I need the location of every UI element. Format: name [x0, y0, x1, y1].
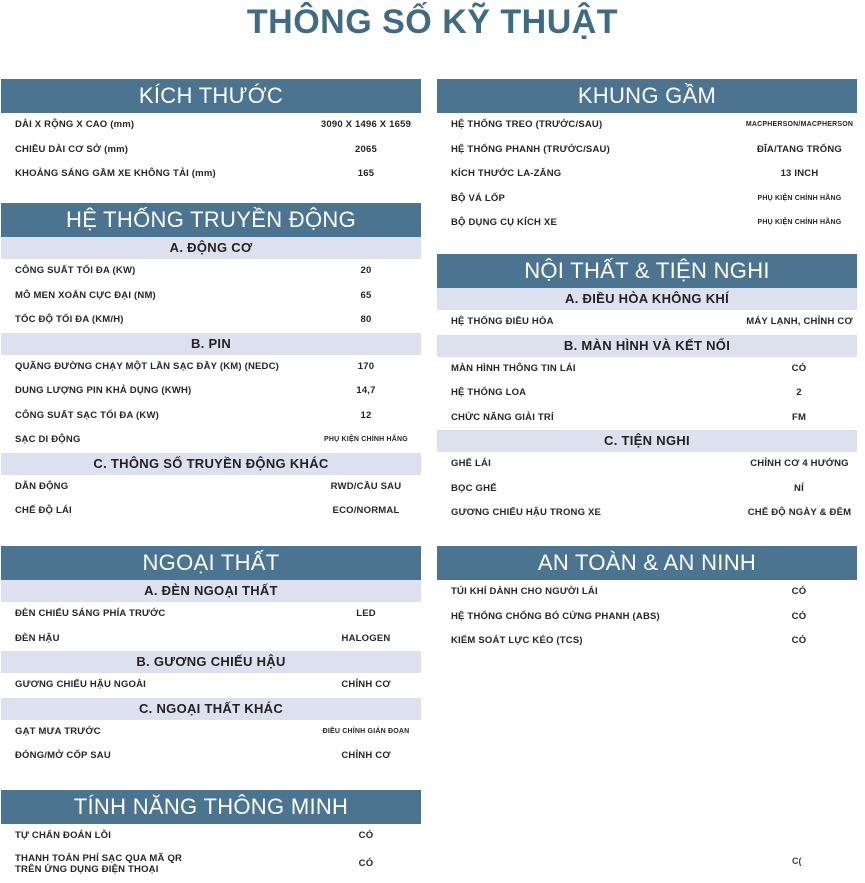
spec-value: PHỤ KIỆN CHÍNH HÃNG: [757, 219, 842, 226]
spec-row: [1, 138, 421, 163]
spec-value: 80: [360, 314, 372, 325]
spec-value: 12: [360, 409, 372, 421]
spec-label: GHẾ LÁI: [451, 458, 491, 469]
section-heading: NỘI THẤT & TIỆN NGHI: [437, 254, 857, 288]
spec-label: HỆ THỐNG CHỐNG BÓ CỨNG PHANH (ABS): [451, 610, 660, 622]
spec-value: CÓ: [358, 857, 374, 869]
spec-value: CÓ: [791, 610, 807, 622]
spec-row: [437, 477, 857, 502]
spec-row: [437, 605, 857, 630]
spec-label: ĐÈN CHIẾU SÁNG PHÍA TRƯỚC: [15, 608, 166, 619]
spec-value: FM: [791, 411, 807, 423]
spec-label: MÔ MEN XOẮN CỰC ĐẠI (NM): [15, 289, 156, 301]
spec-row: [1, 602, 421, 627]
spec-value: 165: [357, 168, 375, 179]
subsection-heading: B. GƯƠNG CHIẾU HẬU: [1, 651, 421, 673]
subsection-heading: C. THÔNG SỐ TRUYỀN ĐỘNG KHÁC: [1, 453, 421, 475]
spec-row: [1, 259, 421, 284]
spec-label: HỆ THỐNG ĐIỀU HÒA: [451, 316, 554, 327]
spec-value: ĐĨA/TANG TRỐNG: [757, 143, 842, 155]
spec-label: TỰ CHẨN ĐOÁN LỖI: [15, 830, 112, 841]
stray-text: C(: [792, 856, 802, 866]
spec-row: [1, 355, 421, 380]
spec-label: BỘ DỤNG CỤ KÍCH XE: [451, 217, 557, 228]
section-kich-thuoc: [1, 79, 421, 187]
spec-value: CHỈNH CƠ: [341, 679, 391, 690]
spec-label: HỆ THỐNG TREO (TRƯỚC/SAU): [451, 119, 603, 130]
spec-value: MÁY LẠNH, CHỈNH CƠ: [746, 316, 853, 327]
spec-row: [437, 162, 857, 187]
spec-label: DÀI X RỘNG X CAO (mm): [15, 119, 135, 130]
spec-row: [1, 404, 421, 429]
spec-value: 65: [360, 289, 372, 301]
spec-label: QUÃNG ĐƯỜNG CHẠY MỘT LẦN SẠC ĐẦY (KM) (NEDC): [15, 360, 280, 372]
spec-value: 3090 X 1496 X 1659: [320, 119, 412, 130]
spec-row: [437, 629, 857, 654]
section-noi-that: [437, 254, 857, 526]
spec-row: [437, 113, 857, 138]
spec-value: ECO/NORMAL: [332, 505, 400, 516]
subsection-heading: B. PIN: [1, 333, 421, 355]
spec-value: LED: [356, 608, 376, 619]
spec-row: [437, 138, 857, 163]
spec-value: PHỤ KIỆN CHÍNH HÃNG: [324, 436, 408, 443]
spec-label-line: THANH TOÁN PHÍ SẠC QUA MÃ QR: [15, 852, 183, 864]
spec-row: [437, 211, 857, 236]
spec-value: RWD/CẦU SAU: [330, 480, 402, 492]
spec-row: [1, 720, 421, 745]
section-heading: KÍCH THƯỚC: [1, 79, 421, 113]
spec-value: 14,7: [356, 385, 376, 396]
spec-value: HALOGEN: [341, 632, 391, 644]
spec-row: [1, 162, 421, 187]
spec-label: ĐÓNG/MỞ CỐP SAU: [15, 750, 111, 761]
spec-value: CHỈNH CƠ 4 HƯỚNG: [750, 458, 849, 469]
spec-label: DUNG LƯỢNG PIN KHẢ DỤNG (KWH): [15, 385, 192, 396]
section-truyen-dong: [1, 203, 421, 524]
spec-row: [1, 379, 421, 404]
section-thong-minh: [1, 790, 421, 879]
spec-row: [1, 475, 421, 500]
spec-value: CÓ: [791, 362, 807, 374]
spec-label: GƯƠNG CHIẾU HẬU TRONG XE: [451, 507, 602, 518]
spec-row: [1, 113, 421, 138]
subsection-heading: A. ĐIỀU HÒA KHÔNG KHÍ: [437, 288, 857, 310]
spec-label: HỆ THỐNG LOA: [451, 387, 527, 398]
spec-row: [1, 499, 421, 524]
spec-row: [1, 824, 421, 849]
spec-label: GƯƠNG CHIẾU HẬU NGOÀI: [15, 679, 147, 690]
spec-label: DẪN ĐỘNG: [15, 480, 69, 492]
spec-row: [437, 501, 857, 526]
spec-label: BỘ VÁ LỐP: [451, 192, 506, 204]
spec-label: CÔNG SUẤT SẠC TỐI ĐA (KW): [15, 409, 159, 421]
spec-row: [1, 673, 421, 698]
spec-value: PHỤ KIỆN CHÍNH HÃNG: [757, 194, 842, 202]
subsection-heading: C. TIỆN NGHI: [437, 430, 857, 452]
spec-row: [1, 627, 421, 652]
spec-label: BỌC GHẾ: [451, 482, 497, 494]
spec-value: 2: [796, 387, 802, 398]
subsection-heading: B. MÀN HÌNH VÀ KẾT NỐI: [437, 335, 857, 357]
spec-row: [1, 849, 421, 879]
spec-row: [437, 357, 857, 382]
spec-value: CÓ: [791, 586, 807, 597]
spec-label-line: TRÊN ỨNG DỤNG ĐIỆN THOẠI: [15, 863, 159, 875]
section-heading: KHUNG GẦM: [437, 79, 857, 113]
spec-value: CHỈNH CƠ: [341, 750, 391, 761]
spec-row: [437, 580, 857, 605]
spec-value: 2065: [355, 143, 377, 155]
spec-row: [437, 381, 857, 406]
spec-label: KÍCH THƯỚC LA-ZĂNG: [451, 168, 562, 179]
spec-row: [437, 187, 857, 212]
section-an-toan: [437, 546, 857, 654]
section-ngoai-that: [1, 546, 421, 769]
spec-value: 20: [360, 265, 372, 276]
spec-value: MACPHERSON/MACPHERSON: [745, 121, 854, 128]
spec-label: KHOẢNG SÁNG GẦM XE KHÔNG TẢI (mm): [15, 168, 216, 179]
spec-value: CHẾ ĐỘ NGÀY & ĐÊM: [747, 507, 852, 518]
spec-label: CHỨC NĂNG GIẢI TRÍ: [451, 411, 554, 423]
spec-row: [1, 428, 421, 453]
spec-label: [15, 853, 182, 875]
subsection-heading: A. ĐÈN NGOẠI THẤT: [1, 580, 421, 602]
page-title: THÔNG SỐ KỸ THUẬT: [246, 3, 619, 41]
subsection-heading: C. NGOẠI THẤT KHÁC: [1, 698, 421, 720]
spec-row: [437, 452, 857, 477]
subsection-heading: A. ĐỘNG CƠ: [1, 237, 421, 259]
spec-label: GẠT MƯA TRƯỚC: [15, 725, 101, 737]
spec-label: HỆ THỐNG PHANH (TRƯỚC/SAU): [451, 143, 610, 155]
spec-value: NỈ: [794, 482, 804, 494]
spec-label: TÚI KHÍ DÀNH CHO NGƯỜI LÁI: [451, 586, 598, 597]
section-heading: TÍNH NĂNG THÔNG MINH: [1, 790, 421, 824]
section-heading: HỆ THỐNG TRUYỀN ĐỘNG: [1, 203, 421, 237]
spec-label: MÀN HÌNH THÔNG TIN LÁI: [451, 362, 576, 374]
spec-value: CÓ: [791, 635, 807, 646]
spec-label: ĐÈN HẬU: [15, 632, 60, 644]
spec-value: ĐIỀU CHỈNH GIÁN ĐOẠN: [322, 727, 410, 735]
spec-label: CHẾ ĐỘ LÁI: [15, 505, 72, 516]
spec-value: CÓ: [358, 830, 374, 841]
spec-value: 13 INCH: [780, 168, 819, 179]
spec-row: [1, 284, 421, 309]
spec-row: [1, 744, 421, 769]
spec-label: CHIỀU DÀI CƠ SỞ (mm): [15, 143, 129, 155]
section-heading: NGOẠI THẤT: [1, 546, 421, 580]
spec-label: KIỂM SOÁT LỰC KÉO (TCS): [451, 635, 583, 646]
spec-row: [437, 310, 857, 335]
section-heading: AN TOÀN & AN NINH: [437, 546, 857, 580]
spec-label: CÔNG SUẤT TỐI ĐA (KW): [15, 265, 136, 276]
spec-row: [1, 308, 421, 333]
section-khung-gam: [437, 79, 857, 236]
spec-label: TỐC ĐỘ TỐI ĐA (KM/H): [15, 314, 124, 325]
spec-row: [437, 406, 857, 431]
spec-label: SẠC DI ĐỘNG: [15, 434, 81, 445]
spec-value: 170: [357, 360, 375, 372]
